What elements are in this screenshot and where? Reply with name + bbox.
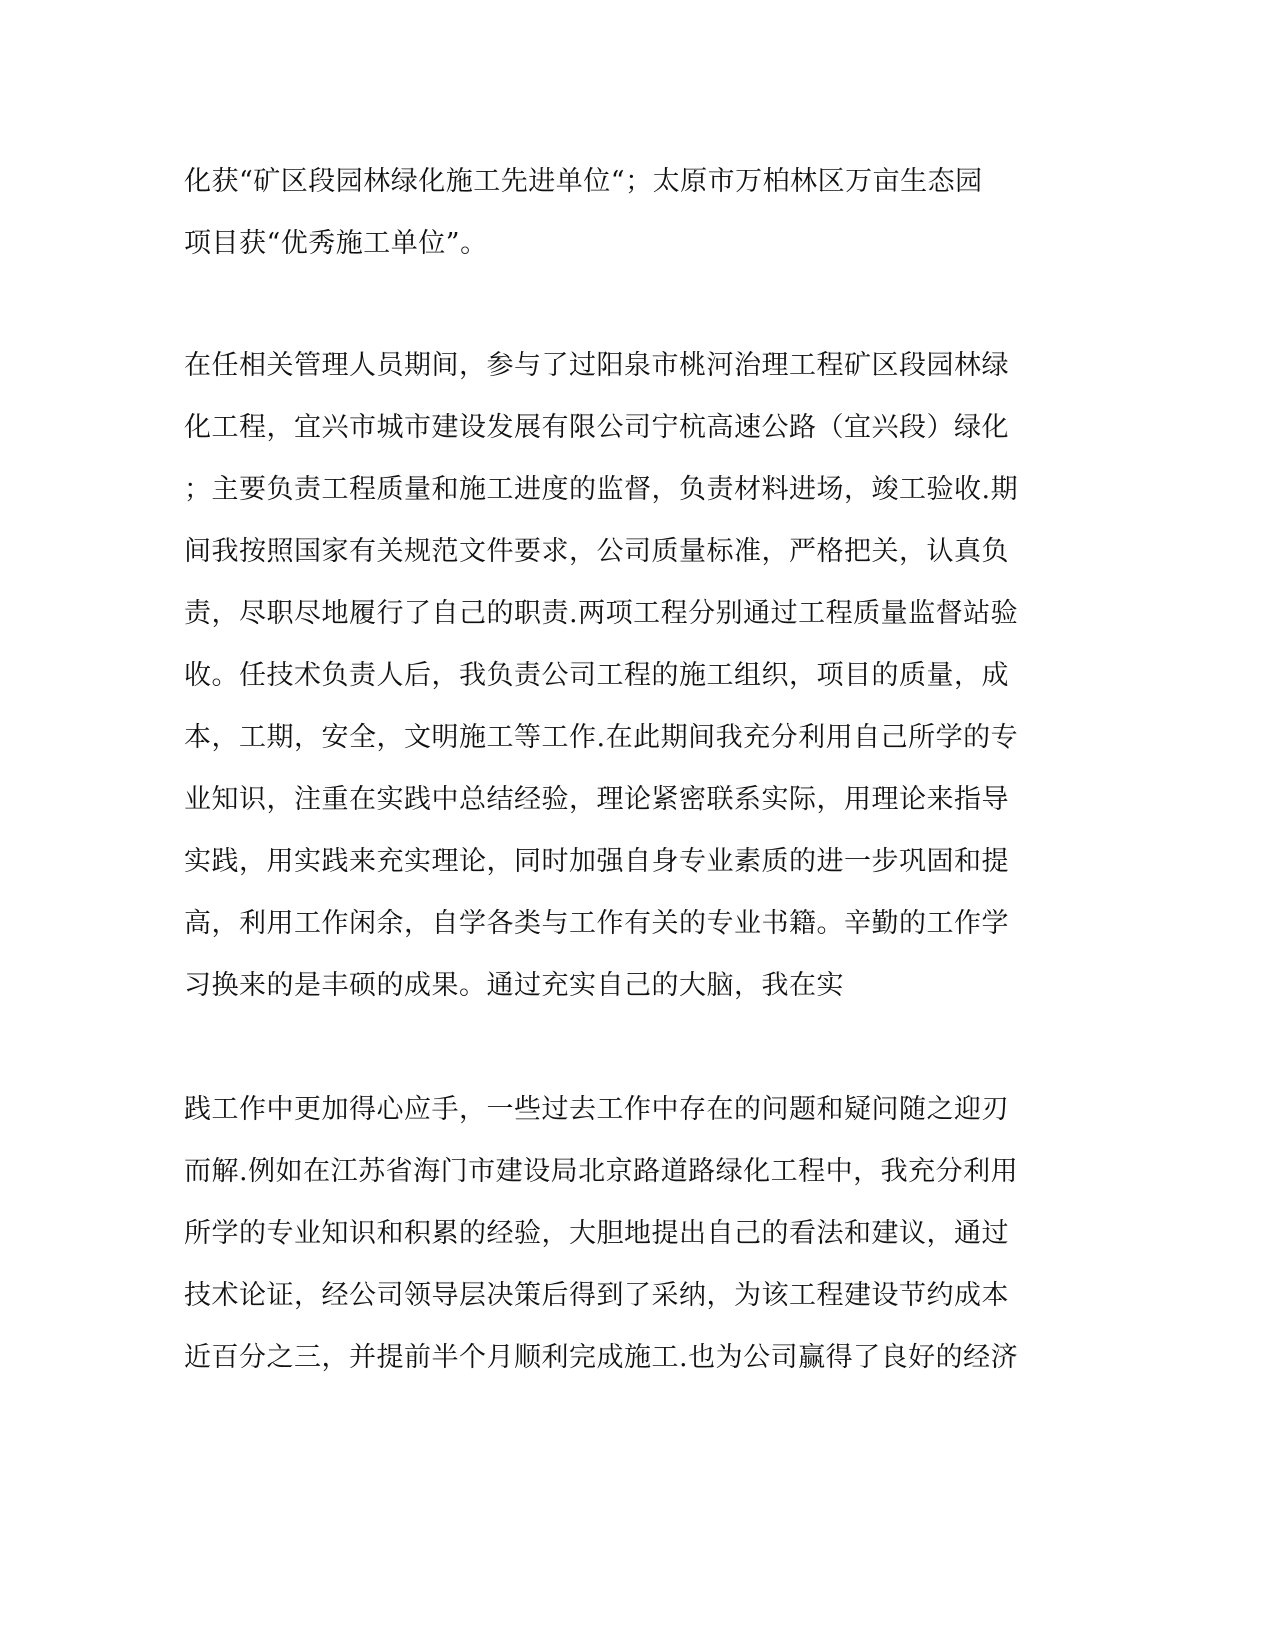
text-line: 在任相关管理人员期间，参与了过阳泉市桃河治理工程矿区段园林绿 (184, 350, 1009, 381)
text-line: 本，工期，安全，文明施工等工作.在此期间我充分利用自己所学的专 (184, 722, 1019, 753)
text-line: 所学的专业知识和积累的经验，大胆地提出自己的看法和建议，通过 (184, 1218, 1009, 1249)
text-line: 而解.例如在江苏省海门市建设局北京路道路绿化工程中，我充分利用 (184, 1156, 1019, 1187)
text-line: ；主要负责工程质量和施工进度的监督，负责材料进场，竣工验收.期 (184, 474, 1019, 505)
text-line: 化工程，宜兴市城市建设发展有限公司宁杭高速公路（宜兴段）绿化 (184, 412, 1009, 443)
text-line: 技术论证，经公司领导层决策后得到了采纳，为该工程建设节约成本 (184, 1280, 1009, 1311)
text-line: 责，尽职尽地履行了自己的职责.两项工程分别通过工程质量监督站验 (184, 598, 1019, 629)
text-line: 收。任技术负责人后，我负责公司工程的施工组织，项目的质量，成 (184, 660, 1009, 691)
text-line: 化获“矿区段园林绿化施工先进单位“；太原市万柏林区万亩生态园 (184, 166, 983, 197)
paragraph-2 (184, 335, 1064, 1017)
text-line: 高，利用工作闲余，自学各类与工作有关的专业书籍。辛勤的工作学 (184, 908, 1009, 939)
paragraph-3 (184, 1079, 1064, 1389)
text-line: 习换来的是丰硕的成果。通过充实自己的大脑，我在实 (184, 970, 844, 1001)
paragraph-1 (184, 151, 1064, 275)
text-line: 践工作中更加得心应手，一些过去工作中存在的问题和疑问随之迎刃 (184, 1094, 1009, 1125)
text-line: 业知识，注重在实践中总结经验，理论紧密联系实际，用理论来指导 (184, 784, 1009, 815)
text-line: 项目获“优秀施工单位”。 (184, 228, 488, 259)
text-line: 实践，用实践来充实理论，同时加强自身专业素质的进一步巩固和提 (184, 846, 1009, 877)
text-line: 间我按照国家有关规范文件要求，公司质量标准，严格把关，认真负 (184, 536, 1009, 567)
text-line: 近百分之三，并提前半个月顺利完成施工.也为公司赢得了良好的经济 (184, 1342, 1019, 1373)
